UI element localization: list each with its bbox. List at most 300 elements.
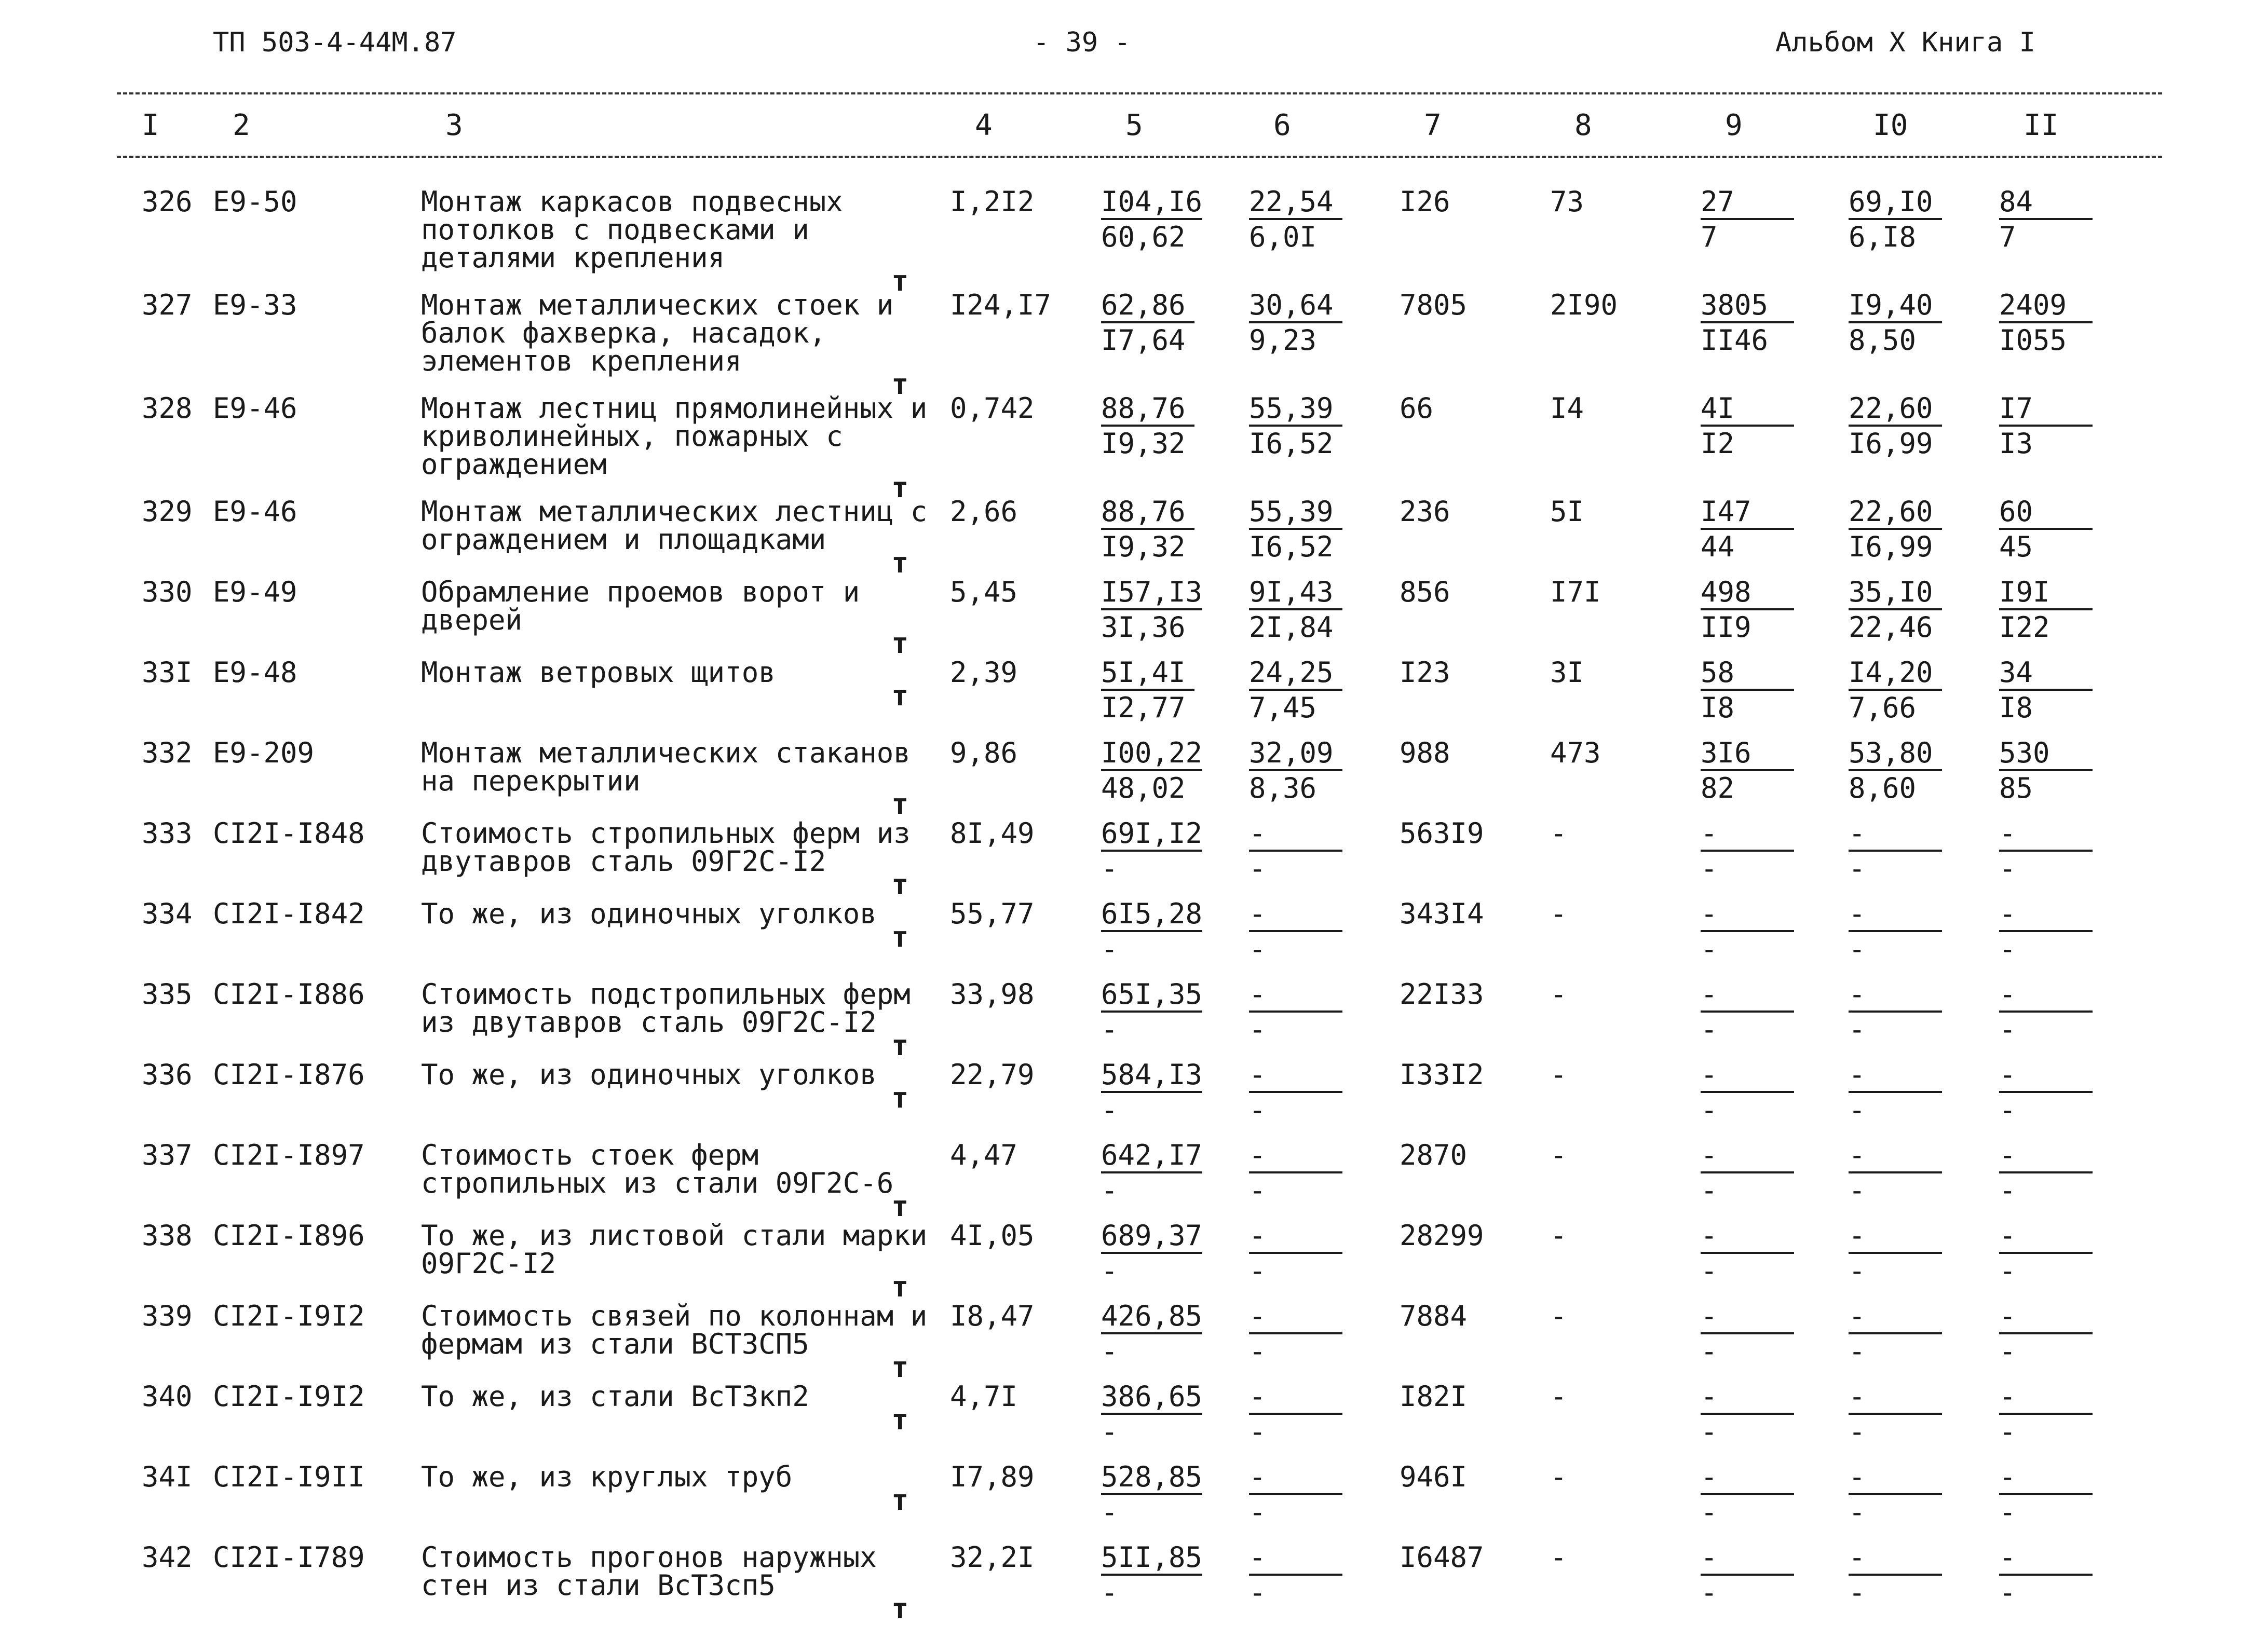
unit-cost	[1101, 1058, 1203, 1126]
labor-total	[1999, 394, 2093, 458]
col8-total: -	[1550, 1380, 1567, 1413]
row-number: 328	[142, 392, 193, 425]
labor-unit	[1849, 1460, 1942, 1528]
labor-total-numerator: 34	[1999, 659, 2093, 691]
col-header: 4	[975, 108, 993, 142]
col9-cell	[1700, 1219, 1848, 1302]
col-header: I	[142, 108, 159, 142]
total-operation-denominator: -	[1701, 1496, 1718, 1528]
labor-unit	[1849, 394, 1942, 458]
quantity: 9,86	[950, 736, 1018, 769]
table-row	[117, 157, 2160, 291]
unit-cost-wages	[1249, 289, 1342, 357]
unit-cost-denominator: I7,64	[1101, 324, 1186, 357]
labor-total-denominator: -	[1999, 1496, 2016, 1528]
col10-cell	[1848, 897, 1999, 980]
labor-total-numerator: -	[1999, 980, 2093, 1013]
col6-cell	[1248, 1058, 1399, 1141]
unit-cost-numerator: I57,I3	[1101, 578, 1202, 610]
labor-total-denominator: -	[1999, 852, 2016, 885]
table-row	[117, 1141, 2160, 1222]
unit-cost	[1101, 1300, 1203, 1368]
col7-total: 2870	[1400, 1139, 1468, 1171]
labor-total-denominator: I3	[1999, 427, 2033, 460]
work-description-text: Монтаж металлических стоек и балок фахверка, насадок, элементов крепления	[421, 289, 894, 377]
quantity: 32,2I	[950, 1541, 1035, 1574]
col5-cell	[1101, 897, 1248, 980]
col6-cell	[1248, 394, 1399, 498]
labor-total	[1999, 897, 2093, 965]
norm-code: CI2I-I9I2	[213, 1300, 365, 1332]
unit-cost-wages-numerator: -	[1249, 900, 1342, 932]
col5-cell	[1101, 736, 1248, 820]
unit-cost-numerator: 5II,85	[1101, 1544, 1202, 1576]
total-operation	[1701, 1460, 1794, 1528]
col10-cell	[1848, 1058, 1999, 1141]
labor-unit	[1849, 289, 1942, 357]
col-header: 8	[1574, 108, 1592, 142]
work-description-text: Стоимость стоек ферм стропильных из стали 09Г2С-6	[421, 1139, 894, 1199]
labor-total-numerator: 84	[1999, 188, 2093, 220]
col7-total: I33I2	[1400, 1058, 1484, 1091]
total-operation-numerator: -	[1701, 1061, 1794, 1093]
col9-cell	[1700, 736, 1848, 820]
labor-unit-numerator: -	[1849, 820, 1942, 852]
labor-total-numerator: I9I	[1999, 578, 2093, 610]
unit-cost-wages	[1249, 656, 1342, 724]
work-description	[420, 656, 950, 739]
labor-unit-numerator: I4,20	[1849, 659, 1942, 691]
unit-cost-numerator: 88,76	[1101, 394, 1194, 427]
col10-cell	[1848, 578, 1999, 659]
labor-unit-denominator: -	[1849, 1576, 1866, 1609]
unit-cost-numerator: 65I,35	[1101, 980, 1202, 1013]
unit-cost-wages	[1249, 817, 1342, 885]
unit-label: т	[891, 788, 908, 821]
work-description	[420, 1460, 950, 1544]
work-description-text: Стоимость стропильных ферм из двутавров сталь 09Г2С-I2	[421, 817, 911, 878]
col8-total: -	[1550, 1139, 1567, 1171]
unit-cost-numerator: 528,85	[1101, 1463, 1202, 1495]
unit-label: т	[891, 547, 908, 579]
unit-cost-denominator: 3I,36	[1101, 611, 1186, 644]
unit-cost-wages-numerator: -	[1249, 1544, 1342, 1576]
quantity: I24,I7	[950, 289, 1052, 321]
total-operation-denominator: -	[1701, 933, 1718, 965]
total-operation-denominator: -	[1701, 1576, 1718, 1609]
labor-unit-denominator: -	[1849, 1174, 1866, 1207]
total-operation	[1701, 1058, 1794, 1126]
labor-total-numerator: 60	[1999, 498, 2093, 530]
unit-cost	[1101, 656, 1194, 724]
quantity: 55,77	[950, 897, 1035, 930]
unit-cost-wages-denominator: 9,23	[1249, 324, 1317, 357]
col8-total: 5I	[1550, 495, 1584, 528]
work-description	[420, 736, 950, 821]
total-operation-numerator: 4I	[1701, 394, 1794, 427]
col5-cell	[1101, 394, 1248, 498]
col6-cell	[1248, 291, 1399, 394]
col5-cell	[1101, 157, 1248, 291]
labor-unit-denominator: I6,99	[1849, 427, 1933, 460]
labor-total-denominator: -	[1999, 1174, 2016, 1207]
col9-cell	[1700, 817, 1848, 900]
unit-cost-wages	[1249, 576, 1342, 644]
total-operation	[1701, 185, 1794, 253]
unit-cost-wages-numerator: -	[1249, 1463, 1342, 1495]
unit-cost-wages-numerator: 55,39	[1249, 394, 1342, 427]
col8-total: -	[1550, 1541, 1567, 1574]
labor-unit-denominator: 8,60	[1849, 772, 1917, 804]
labor-total	[1999, 736, 2093, 804]
unit-cost-numerator: 6I5,28	[1101, 900, 1202, 932]
col8-total: -	[1550, 897, 1567, 930]
total-operation-numerator: 3805	[1701, 291, 1794, 323]
col9-cell	[1700, 394, 1848, 498]
norm-code: CI2I-I896	[213, 1219, 365, 1252]
row-number: 326	[142, 185, 193, 218]
total-operation-denominator: -	[1701, 1174, 1718, 1207]
col10-cell	[1848, 495, 1999, 578]
total-operation-denominator: -	[1701, 1254, 1718, 1287]
labor-unit-denominator: I6,99	[1849, 530, 1933, 563]
total-operation-numerator: -	[1701, 1141, 1794, 1173]
col11-cell	[1999, 736, 2160, 820]
unit-cost-denominator: I9,32	[1101, 530, 1186, 563]
unit-cost-wages-denominator: -	[1249, 1254, 1266, 1287]
unit-cost	[1101, 1380, 1203, 1448]
col9-cell	[1700, 1141, 1848, 1222]
col7-total: 236	[1400, 495, 1450, 528]
unit-cost-numerator: 69I,I2	[1101, 820, 1202, 852]
total-operation-numerator: -	[1701, 900, 1794, 932]
col9-cell	[1700, 578, 1848, 659]
quantity: 22,79	[950, 1058, 1035, 1091]
labor-unit-denominator: -	[1849, 1013, 1866, 1046]
labor-unit-numerator: 22,60	[1849, 394, 1942, 427]
quantity: 2,66	[950, 495, 1018, 528]
col7-total: 343I4	[1400, 897, 1484, 930]
total-operation	[1701, 656, 1794, 724]
unit-cost-wages-denominator: 8,36	[1249, 772, 1317, 804]
total-operation	[1701, 980, 1794, 1044]
unit-cost	[1101, 1541, 1203, 1609]
col-header: 5	[1125, 108, 1143, 142]
col6-cell	[1248, 1541, 1399, 1624]
norm-code: Е9-46	[213, 392, 297, 425]
labor-total	[1999, 817, 2093, 885]
col7-total: 66	[1400, 392, 1434, 425]
labor-total-numerator: -	[1999, 1222, 2093, 1254]
col11-cell	[1999, 157, 2160, 291]
column-number-row	[117, 93, 2160, 157]
unit-cost-wages-numerator: -	[1249, 1302, 1342, 1334]
col7-total: 946I	[1400, 1460, 1468, 1493]
total-operation	[1701, 817, 1794, 885]
col7-total: I26	[1400, 185, 1450, 218]
row-number: 34I	[142, 1460, 193, 1493]
col9-cell	[1700, 1460, 1848, 1544]
unit-cost-wages	[1249, 736, 1342, 804]
unit-label: т	[891, 265, 908, 297]
labor-total-denominator: 85	[1999, 772, 2033, 804]
col9-cell	[1700, 495, 1848, 578]
col9-cell	[1700, 897, 1848, 980]
labor-total-numerator: -	[1999, 1544, 2093, 1576]
unit-cost-numerator: 584,I3	[1101, 1061, 1202, 1093]
labor-total-numerator: 2409	[1999, 291, 2093, 323]
work-description-text: Обрамление проемов ворот и дверей	[421, 576, 860, 636]
norm-code: Е9-48	[213, 656, 297, 689]
work-description	[420, 817, 950, 901]
unit-cost-numerator: 5I,4I	[1101, 659, 1194, 691]
col7-total: I23	[1400, 656, 1450, 689]
unit-cost	[1101, 1460, 1203, 1528]
labor-unit	[1849, 1219, 1942, 1287]
work-description-text: То же, из круглых труб	[421, 1460, 793, 1493]
quantity: 2,39	[950, 656, 1018, 689]
unit-cost-wages-numerator: -	[1249, 1383, 1342, 1415]
labor-total-numerator: -	[1999, 1061, 2093, 1093]
col8-total: -	[1550, 817, 1567, 850]
col7-total: I82I	[1400, 1380, 1468, 1413]
total-operation-denominator: 82	[1701, 772, 1735, 804]
total-operation	[1701, 289, 1794, 357]
work-description-text: То же, из одиночных уголков	[421, 897, 877, 930]
unit-label: т	[891, 1592, 908, 1625]
unit-cost-wages	[1249, 1460, 1342, 1528]
col7-total: 7805	[1400, 289, 1468, 321]
unit-cost-wages-numerator: 24,25	[1249, 659, 1342, 691]
col5-cell	[1101, 980, 1248, 1061]
labor-unit-numerator: -	[1849, 1463, 1942, 1495]
unit-cost	[1101, 495, 1194, 563]
col9-cell	[1700, 157, 1848, 291]
work-description	[420, 1219, 950, 1303]
norm-code: CI2I-I9II	[213, 1460, 365, 1493]
col8-total: -	[1550, 978, 1567, 1010]
work-description-text: Стоимость связей по колоннам и фермам из стали ВСТ3СП5	[421, 1300, 928, 1360]
col10-cell	[1848, 1141, 1999, 1222]
work-description	[420, 1302, 950, 1383]
unit-cost-numerator: 62,86	[1101, 291, 1194, 323]
work-description	[420, 1380, 950, 1463]
norm-code: CI2I-I789	[213, 1541, 365, 1574]
col8-total: -	[1550, 1058, 1567, 1091]
work-description	[420, 157, 950, 297]
unit-cost-wages	[1249, 1141, 1342, 1205]
unit-label: т	[891, 1403, 908, 1436]
table-row	[117, 394, 2160, 498]
total-operation	[1701, 897, 1794, 965]
col8-total: 3I	[1550, 656, 1584, 689]
work-description-text: Стоимость подстропильных ферм из двутавров сталь 09Г2С-I2	[421, 978, 911, 1039]
quantity: I8,47	[950, 1300, 1035, 1332]
labor-total	[1999, 1219, 2093, 1287]
unit-cost-numerator: I04,I6	[1101, 188, 1202, 220]
unit-label: т	[891, 1190, 908, 1223]
col11-cell	[1999, 1541, 2160, 1624]
norm-code: CI2I-I848	[213, 817, 365, 850]
unit-cost-wages-denominator: -	[1249, 852, 1266, 885]
unit-cost-wages-denominator: -	[1249, 1013, 1266, 1046]
labor-unit-numerator: -	[1849, 980, 1942, 1013]
labor-total	[1999, 185, 2093, 253]
col11-cell	[1999, 1058, 2160, 1141]
labor-unit-numerator: -	[1849, 1141, 1942, 1173]
labor-unit	[1849, 1141, 1942, 1205]
col10-cell	[1848, 1380, 1999, 1463]
total-operation	[1701, 576, 1794, 644]
quantity: 5,45	[950, 576, 1018, 608]
row-number: 334	[142, 897, 193, 930]
col6-cell	[1248, 1302, 1399, 1383]
col7-total: 28299	[1400, 1219, 1484, 1252]
unit-cost-denominator: -	[1101, 1254, 1118, 1287]
col5-cell	[1101, 1460, 1248, 1544]
col5-cell	[1101, 817, 1248, 900]
labor-total-numerator: -	[1999, 820, 2093, 852]
labor-unit-denominator: 6,I8	[1849, 221, 1917, 253]
unit-cost-wages	[1249, 1058, 1342, 1126]
col7-total: 563I9	[1400, 817, 1484, 850]
total-operation	[1701, 1141, 1794, 1205]
col11-cell	[1999, 1380, 2160, 1463]
col5-cell	[1101, 656, 1248, 739]
page-number: - 39 -	[1033, 27, 1131, 58]
table-row	[117, 1061, 2160, 1141]
table-row	[117, 820, 2160, 900]
col8-total: I7I	[1550, 576, 1601, 608]
unit-label: т	[891, 679, 908, 712]
labor-total-denominator: -	[1999, 1576, 2016, 1609]
unit-cost-numerator: 426,85	[1101, 1302, 1202, 1334]
unit-cost-wages-denominator: -	[1249, 1174, 1266, 1207]
col6-cell	[1248, 157, 1399, 291]
total-operation-numerator: -	[1701, 1302, 1794, 1334]
total-operation-numerator: 27	[1701, 188, 1794, 220]
labor-total-denominator: -	[1999, 1335, 2016, 1368]
row-number: 333	[142, 817, 193, 850]
col9-cell	[1700, 1380, 1848, 1463]
work-description-text: То же, из стали ВсТ3кп2	[421, 1380, 809, 1413]
unit-cost	[1101, 817, 1203, 885]
col10-cell	[1848, 817, 1999, 900]
table-row	[117, 1222, 2160, 1302]
labor-unit-denominator: -	[1849, 1496, 1866, 1528]
unit-cost-wages-numerator: 55,39	[1249, 498, 1342, 530]
total-operation	[1701, 736, 1794, 804]
col11-cell	[1999, 980, 2160, 1061]
labor-unit-denominator: -	[1849, 1094, 1866, 1126]
labor-unit-numerator: 53,80	[1849, 739, 1942, 771]
labor-unit	[1849, 1380, 1942, 1448]
col8-total: 73	[1550, 185, 1584, 218]
labor-unit-denominator: -	[1849, 1335, 1866, 1368]
col6-cell	[1248, 1460, 1399, 1544]
norm-code: CI2I-I9I2	[213, 1380, 365, 1413]
labor-total	[1999, 656, 2093, 724]
total-operation	[1701, 394, 1794, 458]
total-operation-denominator: -	[1701, 1415, 1718, 1448]
col10-cell	[1848, 291, 1999, 394]
norm-code: Е9-50	[213, 185, 297, 218]
col10-cell	[1848, 1219, 1999, 1302]
col8-total: 2I90	[1550, 289, 1618, 321]
labor-unit-numerator: 69,I0	[1849, 188, 1942, 220]
col-header: 9	[1725, 108, 1743, 142]
col9-cell	[1700, 656, 1848, 739]
table-row	[117, 1463, 2160, 1544]
col10-cell	[1848, 656, 1999, 739]
table-row	[117, 980, 2160, 1061]
labor-unit-numerator: 35,I0	[1849, 578, 1942, 610]
col5-cell	[1101, 1141, 1248, 1222]
norm-code: CI2I-I886	[213, 978, 365, 1010]
labor-total	[1999, 576, 2093, 644]
labor-unit-numerator: -	[1849, 1061, 1942, 1093]
unit-cost-denominator: -	[1101, 1335, 1118, 1368]
work-description-text: То же, из одиночных уголков	[421, 1058, 877, 1091]
col11-cell	[1999, 897, 2160, 980]
labor-unit	[1849, 495, 1942, 563]
unit-cost-wages-numerator: -	[1249, 980, 1342, 1013]
quantity: I,2I2	[950, 185, 1035, 218]
row-number: 337	[142, 1139, 193, 1171]
table-row	[117, 291, 2160, 394]
unit-cost-wages-denominator: -	[1249, 1576, 1266, 1609]
labor-unit-denominator: -	[1849, 933, 1866, 965]
total-operation-denominator: 7	[1701, 221, 1718, 253]
col7-total: I6487	[1400, 1541, 1484, 1574]
norm-code: Е9-49	[213, 576, 297, 608]
labor-unit	[1849, 1541, 1942, 1609]
col5-cell	[1101, 291, 1248, 394]
work-description-text: Монтаж металлических лестниц с ограждением и площадками	[421, 495, 928, 556]
work-description	[420, 578, 950, 659]
work-description	[420, 897, 950, 980]
labor-total	[1999, 1380, 2093, 1448]
unit-cost-denominator: 60,62	[1101, 221, 1186, 253]
labor-unit-numerator: 22,60	[1849, 498, 1942, 530]
unit-cost-wages-numerator: -	[1249, 1061, 1342, 1093]
total-operation-numerator: I47	[1701, 498, 1794, 530]
unit-cost-wages-denominator: -	[1249, 1415, 1266, 1448]
unit-cost-wages-denominator: 7,45	[1249, 691, 1317, 724]
total-operation-denominator: I2	[1701, 427, 1735, 460]
unit-cost	[1101, 289, 1194, 357]
labor-unit-numerator: -	[1849, 900, 1942, 932]
unit-cost-wages	[1249, 1541, 1342, 1609]
col11-cell	[1999, 817, 2160, 900]
labor-total	[1999, 1141, 2093, 1205]
total-operation	[1701, 1300, 1794, 1368]
quantity: I7,89	[950, 1460, 1035, 1493]
total-operation-numerator: 3I6	[1701, 739, 1794, 771]
unit-cost	[1101, 394, 1194, 458]
table-row	[117, 1383, 2160, 1463]
labor-total-denominator: I055	[1999, 324, 2067, 357]
unit-cost	[1101, 1141, 1202, 1205]
labor-total-denominator: 7	[1999, 221, 2016, 253]
work-description-text: То же, из листовой стали марки 09Г2С-I2	[421, 1219, 928, 1280]
unit-cost-denominator: I9,32	[1101, 427, 1186, 460]
col-header: II	[2023, 108, 2059, 142]
labor-total	[1999, 1541, 2093, 1609]
labor-total-denominator: -	[1999, 1013, 2016, 1046]
col9-cell	[1700, 980, 1848, 1061]
labor-unit-numerator: I9,40	[1849, 291, 1942, 323]
